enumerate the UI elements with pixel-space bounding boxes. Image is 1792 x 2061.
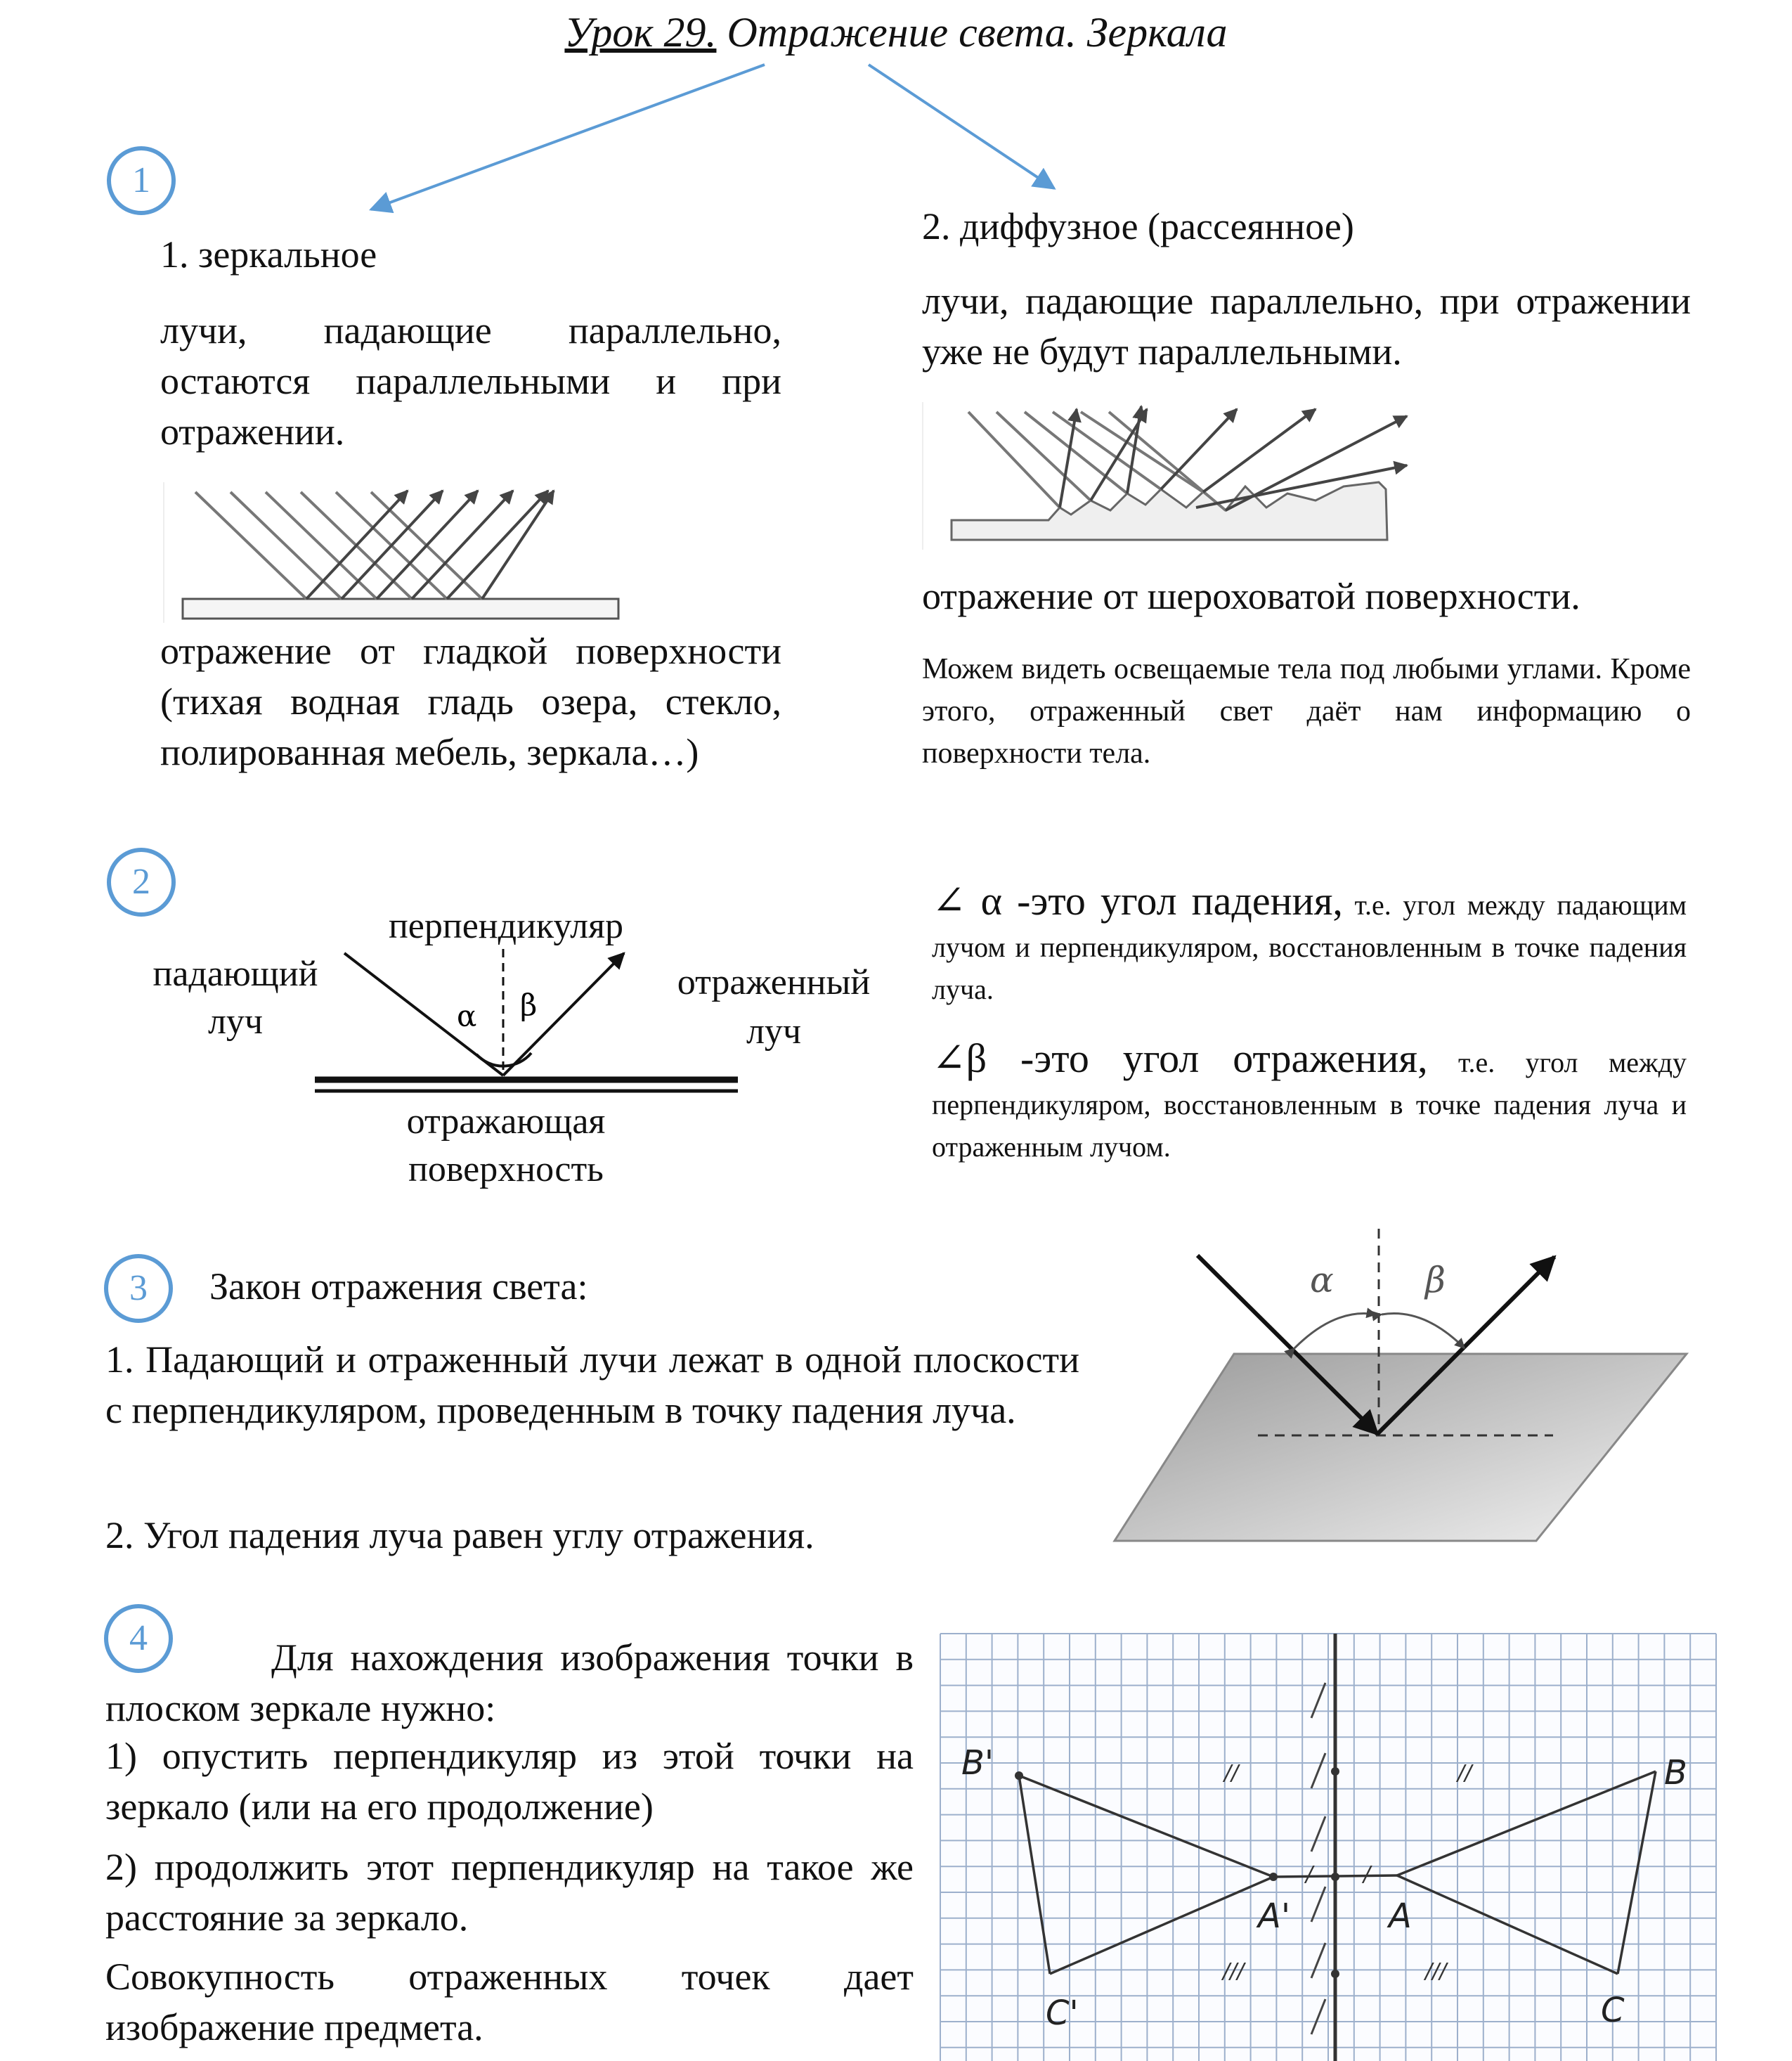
label-reflected-line1: отраженный	[677, 962, 871, 1002]
point-mirror-bottom	[1331, 1970, 1339, 1978]
plane-alpha-label: α	[1310, 1260, 1334, 1300]
beta-definition-rest: т.е. угол между перпендикуляром, восстановленным в точке падения луча и отраженным лучом.	[932, 1047, 1687, 1163]
title-arrow-right	[869, 65, 1054, 188]
plane-beta-label: β	[1425, 1260, 1446, 1300]
mirror-text: лучи, падающие параллельно, остаются параллельными и при отражении.	[160, 309, 781, 453]
label-reflected-line2: луч	[746, 1012, 802, 1052]
alpha-definition-rest: т.е. угол между падающим лучом и перпендикуляром, восстановленным в точке падения луча.	[932, 889, 1687, 1005]
tick-mark-1-right: /	[1363, 1862, 1371, 1887]
beta-definition-lead: ∠β -это угол отражения,	[932, 1035, 1428, 1081]
plane-arc-alpha	[1294, 1314, 1376, 1348]
tick-mark-3-left: ///	[1223, 1959, 1245, 1984]
diffuse-text: лучи, падающие параллельно, при отражении уже не будут параллельными.	[922, 280, 1691, 373]
mirror-heading: 1. зеркальное	[160, 233, 377, 276]
lesson-number: Урок 29.	[564, 9, 717, 56]
reflecting-plane	[1115, 1354, 1687, 1541]
label-surface-line1: отражающая	[406, 1101, 606, 1142]
alpha-definition	[932, 880, 1687, 1011]
rough-reflection-diagram	[922, 402, 1400, 550]
beta-definition	[932, 1035, 1687, 1168]
lesson-topic: Отражение света. Зеркала	[716, 9, 1228, 56]
section-number-1: 1	[107, 146, 176, 215]
mirror-image-intro: Для нахождения изображения точки в плоском зеркале нужно:	[105, 1636, 914, 1729]
mirror-construction-graph	[940, 1634, 1716, 2061]
beta-label: β	[520, 988, 538, 1022]
plane-reflection-diagram	[1110, 1223, 1701, 1553]
law-2: 2. Угол падения луча равен углу отражения.	[105, 1514, 814, 1556]
label-b-prime: B'	[961, 1743, 994, 1783]
point-b-prime	[1015, 1771, 1023, 1780]
angle-diagram	[309, 942, 759, 1097]
law-heading: Закон отражения света:	[209, 1265, 588, 1307]
label-c-prime: C'	[1046, 1994, 1079, 2033]
diffuse-heading: 2. диффузное (рассеянное)	[922, 205, 1354, 247]
label-incident-line1: падающий	[152, 954, 318, 994]
title-arrow-left	[371, 65, 765, 209]
mirror-image-step-1: 1) опустить перпендикуляр из этой точки на зеркало (или на его продолжение)	[105, 1735, 914, 1828]
section-number-4: 4	[104, 1604, 173, 1673]
rough-surface	[952, 482, 1387, 540]
point-a-prime	[1269, 1873, 1278, 1881]
label-a: A	[1389, 1897, 1412, 1936]
label-c: C	[1601, 1991, 1625, 2030]
tick-mark-3-right: ///	[1425, 1959, 1447, 1984]
alpha-definition-lead: ∠ α -это угол падения,	[932, 878, 1343, 924]
label-perpendicular: перпендикуляр	[388, 906, 624, 946]
section-number-2: 2	[107, 848, 176, 917]
section-number-3: 3	[104, 1254, 173, 1323]
tick-mark-1-left: /	[1306, 1862, 1313, 1887]
label-b: B	[1664, 1753, 1687, 1792]
tick-mark-2-right: //	[1457, 1761, 1472, 1785]
smooth-surface	[183, 599, 618, 619]
law-1: 1. Падающий и отраженный лучи лежат в одной плоскости с перпендикуляром, проведенным в точку падения луча.	[105, 1338, 1079, 1431]
smooth-reflection-diagram	[160, 482, 638, 623]
label-a-prime: A'	[1258, 1897, 1291, 1936]
label-surface-line2: поверхность	[408, 1149, 604, 1189]
point-mirror-mid	[1331, 1873, 1339, 1881]
diffuse-note: Можем видеть освещаемые тела под любыми углами. Кроме этого, отраженный свет даёт нам информацию о поверхности тела.	[922, 653, 1691, 770]
point-mirror-top	[1331, 1767, 1339, 1776]
tick-mark-2-left: //	[1224, 1761, 1239, 1785]
mirror-image-step-2: 2) продолжить этот перпендикуляр на такое же расстояние за зеркало.	[105, 1846, 914, 1939]
plane-arc-beta	[1382, 1314, 1465, 1348]
diffuse-caption: отражение от шероховатой поверхности.	[922, 575, 1580, 617]
mirror-caption: отражение от гладкой поверхности (тихая водная гладь озера, стекло, полированная мебель, зеркала…)	[160, 630, 781, 773]
mirror-image-summary: Совокупность отраженных точек дает изображение предмета.	[105, 1956, 914, 2048]
label-incident-line2: луч	[207, 1002, 264, 1042]
alpha-label: α	[457, 999, 477, 1033]
